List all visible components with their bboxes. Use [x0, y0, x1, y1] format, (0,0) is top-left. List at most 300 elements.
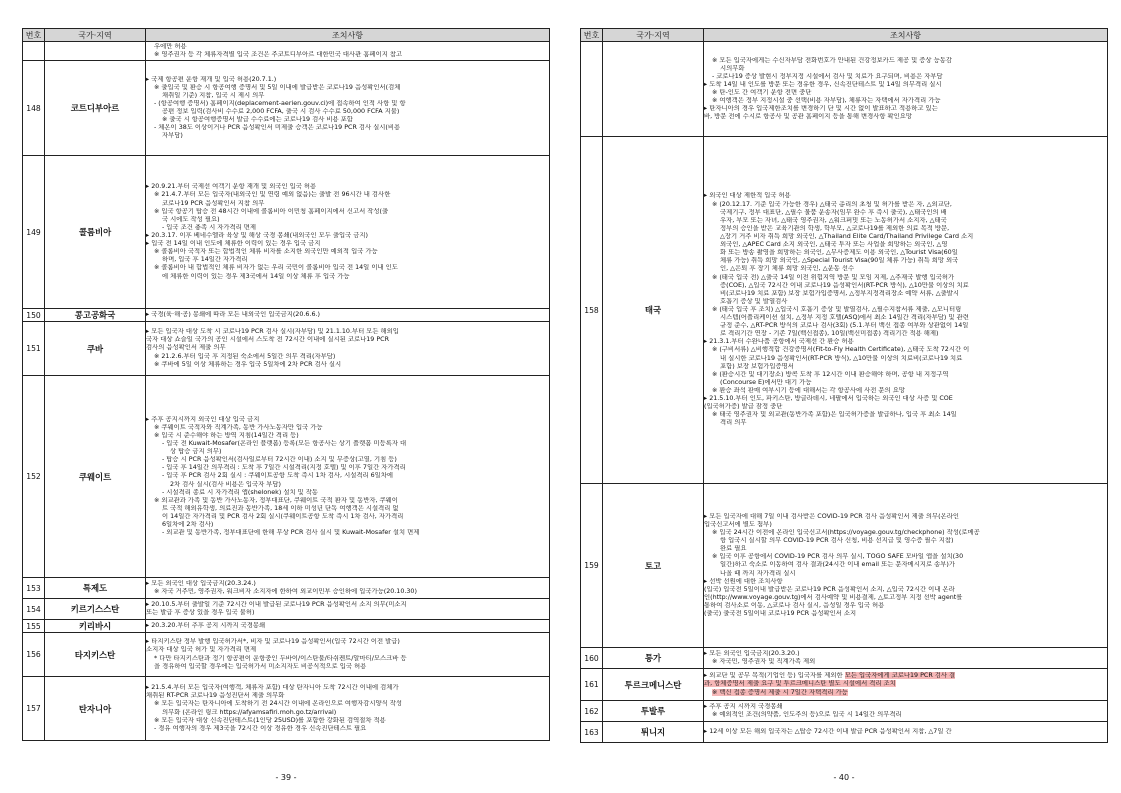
measure-text: ▸ 12세 이상 모든 해외 입국자는 △탑승 72시간 이내 발급 PCR 음성확인서 지참, △7일 간 [704, 727, 952, 735]
row-number: 149 [23, 156, 45, 309]
measure-text: - 입국 후 PCR 검사 2회 실시 : 쿠웨이트공항 도착 즉시 1차 검사, 시설격리 6일차에 [162, 472, 394, 480]
measure-text: * 다만 타지키스탄과 정기 항공편이 운항중인 두바이/이스탄불/타쉬켄트/알마티/모스크바 등 [154, 654, 407, 662]
measure-line [146, 224, 549, 232]
measures-cell [146, 322, 550, 376]
measure-line [704, 274, 1107, 282]
measure-text: ※ 외교관과 가족 및 동반 가사노동자, 정부대표단, 쿠웨이트 국적 환자 및 동반자, 쿠웨이 [154, 496, 398, 504]
measure-line [704, 545, 1107, 553]
measure-text: 트 국적 해외유학생, 의료진과 동반가족, 18세 이하 미성년 단독 여행객은 시설격리 없 [162, 504, 399, 512]
measure-text: 채취된 RT-PCR 코로나19 음성진단서 제출 의무화 [146, 692, 285, 700]
table-row [23, 633, 550, 677]
measure-line [704, 586, 1107, 594]
measure-text: ※ 쿠웨이트 국적자와 직계가족, 동반 가사노동자만 입국 가능 [154, 423, 323, 431]
header-country: 국가·지역 [45, 29, 146, 42]
measure-line [146, 717, 549, 725]
measure-line [704, 395, 1107, 403]
measure-text: 통하여 검사소로 이동, △코로나 검사 실시, 음성일 경우 입국 허용 [704, 601, 885, 609]
measure-line [146, 183, 549, 191]
row-number [23, 42, 45, 61]
measure-text: (Concourse E)에서만 대기 가능 [720, 378, 812, 386]
row-number: 152 [23, 376, 45, 578]
header-measures: 조치사항 [704, 29, 1108, 42]
measure-line [704, 578, 1107, 586]
measure-line [704, 537, 1107, 545]
measure-text: ※ 출입국 및 환승 시 항공여행 증명서 및 5일 이내에 발급받은 코로나19 음성확인서(검체 [154, 83, 401, 91]
measure-text: 비(코로나19 치료 포함) 보장 보험가입증명서, △정부지정격리장소 예약 서류, △출발시 [720, 289, 960, 297]
measure-text: 코로나19 PCR 음성확인서 지참 의무 [162, 199, 265, 207]
measure-line [146, 663, 549, 671]
measure-text: ▸ 도착 14일 내 인도를 방문 또는 경유한 경우, 신속진단테스트 및 14일 의무격리 실시 [704, 80, 942, 88]
measure-text: (출국) 출국전 5일이내 코로나19 PCR 음성확인서 소지 [704, 610, 857, 618]
measure-line [704, 355, 1107, 363]
measure-text: ▸ 추후 공지 시까지 국경봉쇄 [704, 702, 783, 710]
row-number: 163 [581, 722, 603, 743]
measure-text: ※ 입국 이후 공항에서 COVID-19 PCR 검사 의무 실시, TOGO SAFE 모바일 앱을 설치(30 [712, 553, 964, 561]
measure-line [704, 689, 1107, 697]
measure-line [704, 322, 1107, 330]
measure-line [704, 379, 1107, 387]
measure-line [704, 73, 1107, 81]
header-number: 번호 [23, 29, 45, 42]
measure-text: ▸ 21.5.10.부터 인도, 파키스탄, 방글라데시, 네팔에서 입국하는 외국인 대상 사증 및 COE [704, 395, 953, 403]
measure-line [704, 241, 1107, 249]
measure-text: ▸ 타지키스탄 정부 발행 입국허가서*, 비자 및 코로나19 음성확인서(입국 72시간 이전 발급) [146, 638, 400, 646]
row-number: 151 [23, 322, 45, 376]
measure-line [704, 282, 1107, 290]
measure-line [146, 521, 549, 529]
measure-line [704, 594, 1107, 602]
measure-text: - 경유 여행자의 경우 제3국을 72시간 이상 경유한 경우 신속진단테스트 필요 [154, 724, 367, 732]
measure-line [146, 529, 549, 537]
measure-line [146, 448, 549, 456]
country-name: 튀니지 [603, 722, 704, 743]
measure-line [704, 57, 1107, 65]
highlighted-text: 모든 입국자에게 코로나19 PCR 검사 결 [844, 672, 956, 680]
table-row [23, 309, 550, 322]
measure-text: ※ 모든 입국자에게는 수신자부담 전화번호가 안내된 건강정보카드 제공 및 증상 능동감 [712, 56, 952, 64]
header-country: 국가·지역 [603, 29, 704, 42]
measure-text: ▸ 선박 선원에 대한 조치사항 [704, 577, 783, 585]
measures-cell [146, 599, 550, 620]
measure-line [704, 97, 1107, 105]
measure-line [704, 201, 1107, 209]
measure-line [704, 233, 1107, 241]
table-row [23, 599, 550, 620]
measure-text: 규정 준수, △RT-PCR 방식의 코로나 검사(3회) (5.1.부터 백신 접종 여부와 상관없이 14일 [720, 322, 969, 330]
measure-line [704, 680, 1107, 688]
measure-text: 바, 방문 전에 수시로 항공사 및 공관 홈페이지 등을 통해 변경사항 확인요망 [704, 113, 913, 121]
page-right [580, 28, 1108, 743]
country-name: 콜롬비아 [45, 156, 146, 309]
table-row [581, 137, 1108, 484]
measure-line [146, 361, 549, 369]
measure-line [704, 371, 1107, 379]
measure-line [146, 513, 549, 521]
measure-line [146, 116, 549, 124]
highlighted-text: ※ 백신 접종 증명서 제출 시 7일간 자택격리 가능 [712, 688, 848, 696]
measure-text: ▸ 외교단 및 공무 목적(기업인 등) 입국자를 제외한 [704, 672, 845, 680]
measure-line [146, 240, 549, 248]
measure-text: 화 또는 방송 촬영을 희망하는 외국인, △무사증제도 이용 외국인, △Tourist Visa(60일 [720, 249, 958, 257]
measure-line [704, 314, 1107, 322]
row-number: 154 [23, 599, 45, 620]
measure-text: ▸ 21.5.4.부터 모든 입국자(여행객, 체류자 포함) 대상 탄자니아 도착 72시간 이내에 검체가 [146, 684, 399, 692]
measure-line [704, 330, 1107, 338]
measure-line [146, 100, 549, 108]
country-name: 투르크메니스탄 [603, 669, 704, 701]
measure-line [146, 76, 549, 84]
measure-text: ▸ 입국 전 14일 이내 인도에 체류한 이력이 있는 경우 입국 금지 [146, 240, 321, 248]
row-number: 155 [23, 620, 45, 633]
country-name: 쿠바 [45, 322, 146, 376]
measure-line [704, 249, 1107, 257]
measure-line [704, 711, 1107, 719]
table-row [23, 42, 550, 61]
measure-text: ※ 자국민, 영주권자 및 직계가족 제외 [712, 658, 816, 665]
measure-text: 우자, 부모 또는 자녀, △태국 영주권자, △워크퍼밋 또는 노동허가서 소지자, △태국 [720, 216, 947, 224]
measure-line [704, 610, 1107, 618]
measure-text: △장기 거주 비자 취득 희망 외국인, △Thailand Elite Card/Thailand Privilege Card 소지 [720, 232, 974, 240]
measure-text: - 입국 조건 충족 시 자가격리 면제 [162, 223, 257, 231]
measure-text: 검사의 음성확인서 제출 의무 [146, 344, 226, 352]
measure-text: ▸ 20.3.20.부터 추후 공지 시까지 국경봉쇄 [146, 621, 266, 629]
measure-text: ※ 콜롬비아 내 합법적인 체류 비자가 없는 우리 국민이 콜롬비아 입국 전 14일 이내 인도 [154, 264, 398, 272]
measure-line [704, 703, 1107, 711]
measures-cell [146, 61, 550, 156]
measure-line [146, 505, 549, 513]
measure-text: - 외교관 및 동반가족, 정부대표단에 한해 무상 PCR 검사 실시 및 Kuwait-Mosafer 설치 면제 [162, 529, 420, 537]
measure-line [704, 192, 1107, 200]
measure-text: - 입국 전 Kuwait-Mosafer(온라인 플랫폼) 등록(모든 항공사는 상기 플랫폼 미등록자 대 [162, 440, 407, 447]
measure-line [146, 191, 549, 199]
measure-line [146, 328, 549, 336]
measure-text: 6일차에 2차 검사) [162, 521, 214, 529]
country-name: 콩고공화국 [45, 309, 146, 322]
measure-line [704, 561, 1107, 569]
measure-line [146, 646, 549, 654]
row-number: 159 [581, 484, 603, 648]
table-row [581, 669, 1108, 701]
measure-text: 또는 발급 후 증상 있을 경우 입국 불허) [146, 609, 255, 616]
table-row [581, 648, 1108, 669]
measure-text: ▸ 모든 입국자 대상 도착 시 코로나19 PCR 검사 실시(자부담) 및 21.1.10.부터 모든 해외입 [146, 328, 399, 336]
measure-text: ※ 영주권자 등 각 체류자격별 입국 조건은 주코트디부아르 대한민국 대사관 홈페이지 참고 [154, 51, 403, 58]
measures-cell [704, 722, 1108, 743]
country-name: 키리바시 [45, 620, 146, 633]
row-number: 162 [581, 701, 603, 722]
measure-text: 국제기구, 정부 대표단, △필수 물품 운송자(임무 완수 후 즉시 출국), △태국인의 배 [720, 208, 947, 216]
table-row [581, 701, 1108, 722]
table-row [23, 156, 550, 309]
row-number: 150 [23, 309, 45, 322]
measure-text: 채취일 기준) 지참, 입국 시 제시 의무 [162, 91, 265, 99]
measure-text: 일간)하고 숙소로 이동하여 검사 결과(24시간 이내 email 또는 문자메시지로 송부)가 [720, 561, 955, 569]
header-measures: 조치사항 [146, 29, 550, 42]
measure-line [146, 709, 549, 717]
country-name: 타지키스탄 [45, 633, 146, 677]
measure-text: 나올 때 까지 자가격리 실시 [720, 569, 796, 577]
measure-text: 내 실시한 코로나19 음성확인서(RT-PCR 방식), △10만불 이상의 치료비(코로나19 치료 [720, 354, 963, 362]
country-name: 태국 [603, 137, 704, 484]
measure-text: ※ 모든 입국자는 탄자니아에 도착하기 전 24시간 이내에 온라인으로 여행자감시양식 작성 [154, 700, 403, 708]
measure-text: 상 탑승 금지 의무) [170, 448, 222, 456]
measure-text: ※ 21.4.7.부터 모든 입국자(내외국인 및 연령 예외 없음)는 출발 전 96시간 내 검사한 [154, 191, 391, 199]
measure-line [146, 264, 549, 272]
measure-line [704, 570, 1107, 578]
measure-text: ※ 출국 시 항공여행증명서 발급 수수료에는 코로나19 검사 비용 포함 [162, 116, 353, 124]
measure-text: ※ 탄-인도 간 여객기 운항 전면 중단 [712, 89, 812, 96]
measure-text: ※ (태국 입국 전) △출국 14일 이전 위험지역 방문 및 모임 지제, △주재국 발행 입국허가 [712, 273, 955, 281]
measure-line [146, 336, 549, 344]
measure-line [704, 419, 1107, 427]
measures-cell [704, 484, 1108, 648]
table-row [23, 620, 550, 633]
measure-line [704, 529, 1107, 537]
measure-line [146, 497, 549, 505]
measure-text: 을 경유하여 입국할 경우에는 입국허가서 미소지자도 비공식적으로 입국 허용 [154, 662, 367, 670]
measure-line [704, 513, 1107, 521]
measure-text: ※ (태국 입국 후 조치) △입국시 호흡기 증상 및 발열검사, △필수지참서류 제출, △모니터링 [712, 305, 962, 313]
table-row [23, 61, 550, 156]
measure-line [146, 311, 549, 319]
measure-line [704, 306, 1107, 314]
measure-text: (입국) 입국전 5일이내 발급받은 코로나19 PCR 음성확인서 소지, △입국 72시간 이내 온라 [704, 585, 955, 593]
measure-text: ※ 입국 시 준수해야 하는 방역 지침(14일간 격리 등) [154, 431, 299, 439]
measure-line [704, 290, 1107, 298]
measure-line [146, 655, 549, 663]
measure-text: 항 입국시 실시할 의무 COVID-19 PCR 검사 신청, 비용 선지급 및 영수증 필수 지참) [720, 537, 954, 545]
measure-line [146, 440, 549, 448]
measure-line [704, 105, 1107, 113]
highlighted-text: 과, 항체증명서 제출 요구 및 투르크메니스탄 별도 시설에서 격리 조치 [704, 680, 896, 688]
measure-text: ※ (환승시간 및 대기장소) 방콕 도착 후 12시간 이내 환승해야 하며, 공항 내 지정구역 [712, 370, 949, 378]
measures-cell [146, 677, 550, 741]
measure-line [704, 217, 1107, 225]
measure-line [146, 456, 549, 464]
measure-line [146, 464, 549, 472]
measures-cell [146, 633, 550, 677]
measures-table-left [22, 28, 550, 741]
measure-text: ※ 입국 항공기 탑승 전 48시간 이내에 콜롬비아 이민청 홈페이지에서 신고서 작성(출 [154, 207, 389, 215]
country-name [45, 42, 146, 61]
measure-line [146, 208, 549, 216]
page-number-right: - 40 - [833, 773, 855, 782]
measure-text: ▸ 모든 입국자에 대해 7일 이내 검사받은 COVID-19 PCR 검사 음성확인서 제출 의무(온라인 [704, 512, 960, 520]
measure-line [704, 728, 1107, 736]
measure-line [146, 200, 549, 208]
measure-line [146, 51, 549, 59]
country-name: 토고 [603, 484, 704, 648]
measure-text: - (항공여행 증명서) 홈페이지(deplacement-aerien.gouv.ci)에 접속하여 인적 사항 및 항 [154, 99, 406, 107]
measures-cell [146, 376, 550, 578]
measure-line [146, 432, 549, 440]
measure-text: 인, △은퇴 후 장기 체류 희망 외국인, △운동 선수 [720, 265, 855, 273]
measure-text: ▸ 20.10.5.부터 출발일 기준 72시간 이내 발급된 코로나19 PCR 음성확인서 소지 의무(미소지 [146, 600, 407, 608]
measure-line [704, 387, 1107, 395]
table-row [581, 484, 1108, 648]
table-row [23, 322, 550, 376]
measure-text: ▸ 모든 외국인 대상 입국금지(20.3.24.) [146, 579, 256, 587]
measures-cell [146, 620, 550, 633]
table-row [23, 677, 550, 741]
measure-line [146, 132, 549, 140]
measure-line [146, 92, 549, 100]
measure-text: ▸ 20.9.21.부터 국제선 여객기 운항 재개 및 외국인 입국 허용 [146, 183, 317, 191]
measure-text: ※ 21.2.6.부터 입국 후 지정된 숙소에서 5일간 의무 격리(자부담) [154, 352, 336, 360]
measure-text: ※ (20.12.17. 기준 입국 가능한 경우) △태국 총리의 초청 및 허가를 받은 자, △외교단, [712, 200, 952, 208]
measure-text: - 체온이 38도 이상이거나 PCR 음성확인서 미제출 승객은 코로나19 PCR 검사 실시(비용 [154, 124, 401, 132]
measure-line [146, 232, 549, 240]
measure-line [704, 650, 1107, 658]
measure-text: 시스템(어플리케이션 설치, △정부 지정 호텔(ASQ)에서 최소 14일간 격리(자부담) 및 관련 [720, 314, 969, 322]
measure-text: ▸ 외국인 대상 제한적 입국 허용 [704, 192, 791, 200]
measure-line [704, 65, 1107, 73]
measure-text: ※ 모든 입국자 대상 신속진단테스트(1인당 25USD)를 포함한 강화된 검역절차 적용 [154, 716, 386, 724]
page-left [22, 28, 550, 741]
measure-text: 국자 대상 쇼슬일 국가의 공인 시설에서 스도착 전 72시간 이내에 실시된 코로나19 PCR [146, 336, 389, 344]
measure-line [704, 411, 1107, 419]
measure-text: ※ 입국 24시간 이전에 온라인 입국신고서(https://voyage.gouv.tg/checkphone) 작성(로메공 [712, 529, 980, 536]
measure-line [146, 725, 549, 733]
measure-line [704, 89, 1107, 97]
measure-line [146, 108, 549, 116]
measure-text: 외국인, △APEC Card 소지 외국인, △태국 투자 또는 사업을 희망하는 외국인, △영 [720, 241, 948, 249]
measure-line [146, 424, 549, 432]
measures-table-right [580, 28, 1108, 743]
row-number [581, 42, 603, 137]
country-name: 통가 [603, 648, 704, 669]
measure-text: 체류 가능) 취득 희망 외국인, △Special Tourist Visa(90일 체류 가능) 취득 희망 외국 [720, 257, 959, 265]
measure-text: 포함) 보장 보험가입증명서 [720, 362, 794, 370]
country-name: 투발루 [603, 701, 704, 722]
measure-text: 인(http://www.voyage.gouv.tg)에서 검사예약 및 비용결제, △토고정부 지정 선박 agent를 [704, 593, 963, 601]
measure-text: 완료 필요 [720, 545, 747, 553]
measure-text: 에 체류한 이력이 있는 경우 제3국에서 14일 이상 체류 후 입국 가능 [162, 272, 350, 280]
measure-text: 정부의 승인을 받은 교육기관의 학생, 학부모, △코로나19를 제외한 의료 목적 방문, [720, 224, 950, 232]
country-name [603, 42, 704, 137]
measures-cell [704, 137, 1108, 484]
measure-line [704, 81, 1107, 89]
page-number-left: - 39 - [275, 773, 297, 782]
measure-text: ※ 여행객은 정부 지정시설 중 선택(비용 자부담), 체류자는 자택에서 자가격리 가능 [712, 97, 941, 105]
measure-line [704, 403, 1107, 411]
measure-line [704, 553, 1107, 561]
measure-line [146, 248, 549, 256]
measure-line [704, 672, 1107, 680]
measures-cell [146, 578, 550, 599]
measure-line [146, 124, 549, 132]
measure-line [704, 521, 1107, 529]
measure-text: ※ 콜롬비아 국적자 또는 합법적인 체류 비자를 소지한 외국인만 예외적 입국 가능 [154, 248, 378, 256]
measure-line [704, 225, 1107, 233]
measure-line [146, 489, 549, 497]
measures-cell [146, 309, 550, 322]
measures-cell [704, 669, 1108, 701]
measure-text: - 입국 후 14일간 의무격리 : 도착 후 7일간 시설격리(지정 호텔) 및 이후 7일간 자가격리 [162, 464, 406, 472]
measure-text: 로 격리기간 연장 - 기존 7일(백신접종), 10일(백신미접종) 격리기간 적용 해제) [720, 330, 939, 338]
country-name: 코트디부아르 [45, 61, 146, 156]
measures-cell [704, 701, 1108, 722]
row-number: 148 [23, 61, 45, 156]
measure-text: 입국신고서에 별도 첨부) [704, 520, 772, 528]
table-row [581, 42, 1108, 137]
measure-line [146, 256, 549, 264]
measure-line [704, 265, 1107, 273]
measure-line [146, 84, 549, 92]
measure-text: ※ (구비서류) △비행적합 건강증명서(Fit-to-Fly Health Certificate), △태국 도착 72시간 이 [712, 346, 970, 354]
measure-line [146, 43, 549, 51]
measure-text: ※ 환승 좌석 판매 여부시기 등에 대해서는 각 항공사에 사전 문의 요망 [712, 387, 905, 395]
measure-line [704, 113, 1107, 121]
row-number: 156 [23, 633, 45, 677]
measure-line [704, 658, 1107, 666]
measures-cell [704, 648, 1108, 669]
measure-line [704, 363, 1107, 371]
measure-text: - 시설격리 종료 시 자가격리 앱(shelonek) 설치 및 작동 [162, 488, 319, 496]
measure-line [146, 588, 549, 596]
measure-line [146, 601, 549, 609]
measure-text: ▸ 모든 외국인 입국금지(20.3.20.) [704, 649, 800, 657]
row-number: 161 [581, 669, 603, 701]
country-name: 키르기스스탄 [45, 599, 146, 620]
measure-text: 격리 의무 [720, 419, 747, 427]
measure-text: - 탑승 시 PCR 음성확인서(검사일로부터 72시간 이내) 소지 및 무증상(고열, 기침 등) [162, 456, 397, 464]
measure-line [704, 338, 1107, 346]
measure-line [146, 684, 549, 692]
country-name: 탄자니아 [45, 677, 146, 741]
measure-text: ▸ 탄자니아의 경우 입국제한조치를 변경하기 단 및 시간 없이 발표하고 적용하고 있는 [704, 105, 938, 113]
measure-text: ※ 태국 영주권자 및 외교관(동반가족 포함)은 입국허가증을 발급하나, 입국 후 최소 14일 [712, 411, 957, 419]
measure-line [146, 638, 549, 646]
header-number: 번호 [581, 29, 603, 42]
measure-text: 호흡기 증상 및 발열검사 [720, 297, 788, 305]
measures-cell [146, 156, 550, 309]
measures-cell [704, 42, 1108, 137]
measure-text: 자부담) [162, 132, 183, 140]
measure-text: 이 14일간 자가격리 및 PCR 검사 2회 실시(쿠웨이트공항 도착 즉시 1차 검사, 자가격리 [162, 512, 404, 520]
measure-text: 소지자 대상 입국 허가 및 자가격리 면제 [146, 646, 257, 654]
measure-line [146, 472, 549, 480]
measure-line [146, 580, 549, 588]
measure-text: ※ 자국 거주민, 영주권자, 워크비자 소지자에 한하여 외교이민부 승인하에 입국가능(20.10.30) [154, 588, 417, 595]
table-row [23, 376, 550, 578]
measure-text: (입국허가증) 발급 잠정 중단 [704, 403, 783, 411]
measure-line [146, 622, 549, 630]
country-name: 쿠웨이트 [45, 376, 146, 578]
measure-line [704, 346, 1107, 354]
measure-line [146, 700, 549, 708]
measure-line [146, 481, 549, 489]
row-number: 157 [23, 677, 45, 741]
measure-text: 하며, 입국 후 14일간 자가격리 [162, 256, 248, 264]
table-header-row [581, 29, 1108, 42]
measure-line [146, 273, 549, 281]
measure-line [704, 257, 1107, 265]
measure-text: ※ 쿠바에 5일 이상 체류하는 경우 입국 5일차에 2차 PCR 검사 실시 [154, 360, 342, 368]
measure-line [146, 344, 549, 352]
measure-text: ▸ 국경(육·해·공) 봉쇄에 따라 모든 내외국인 입국금지(20.6.6.) [146, 310, 320, 318]
measure-text: ▸ 추후 공지시까지 외국인 대상 입국 금지 [146, 415, 260, 423]
table-header-row [23, 29, 550, 42]
measure-text: 공편 정보 입력(검사비 수수료 2,000 FCFA, 출국 시 검사 수수료 50,000 FCFA 지불) [162, 108, 400, 115]
row-number: 158 [581, 137, 603, 484]
measure-line [146, 216, 549, 224]
country-name: 톡제도 [45, 578, 146, 599]
measure-text: 우에만 허용 [154, 42, 187, 50]
measure-text: 2차 검사 실시(검사 비용은 입국자 부담) [170, 480, 281, 488]
measure-text: ※ 예외적인 조건(의약품, 인도주의 등)으로 입국 시 14일간 의무격리 [712, 711, 902, 718]
measure-text: ▸ 21.3.1.부터 수완나품 공항에서 국제선 간 환승 허용 [704, 338, 854, 346]
